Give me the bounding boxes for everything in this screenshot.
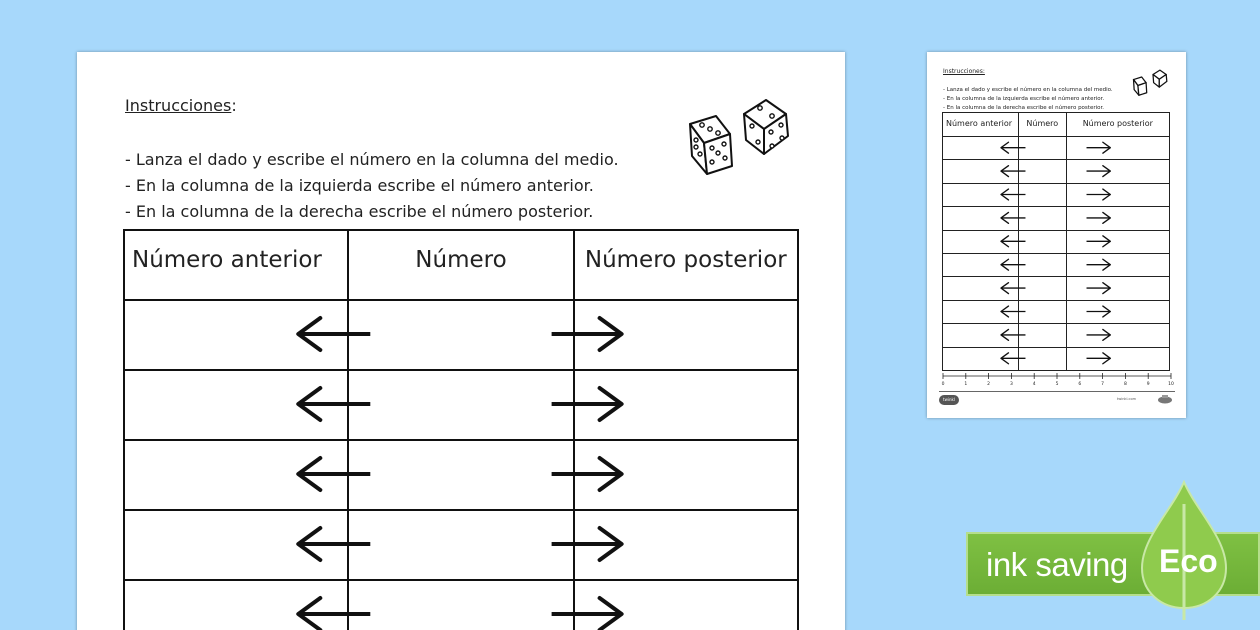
left-arrow-icon [1001,329,1025,340]
thumb-dice-icon [1131,68,1175,98]
right-arrow-icon [1087,306,1111,317]
main-number-cell[interactable] [348,440,573,510]
header-next-number: Número posterior [574,230,798,300]
main-table-row [124,580,798,630]
worksheet-thumbnail[interactable] [927,52,1186,418]
main-table-row [124,370,798,440]
number-line-label: 10 [1168,382,1174,387]
eco-ink-saving-badge [966,480,1260,630]
main-previous-cell[interactable] [124,440,348,510]
instruction-item: - En la columna de la derecha escribe el número posterior. [125,202,594,221]
number-table [123,229,799,630]
instructions-title: Instrucciones: [125,96,237,115]
main-previous-cell[interactable] [124,510,348,580]
right-arrow-icon [1087,166,1111,177]
left-arrow-icon [1001,189,1025,200]
main-number-cell[interactable] [348,370,573,440]
main-table-row [124,510,798,580]
main-number-cell[interactable] [348,510,573,580]
right-arrow-icon [1087,259,1111,270]
instruction-item: - En la columna de la izquierda escribe el número anterior. [125,176,594,195]
number-line-label: 6 [1078,382,1082,387]
thumb-arrow-layer [942,136,1170,371]
instruction-item: - Lanza el dado y escribe el número en la columna del medio. [125,150,619,169]
thumb-footer-text: twinkl.com [1117,397,1137,401]
thumb-instruction-item: - En la columna de la derecha escribe el número posterior. [943,105,1104,111]
main-next-cell[interactable] [574,440,798,510]
number-line-label: 3 [1009,382,1013,387]
number-line [939,372,1175,392]
right-arrow-icon [1087,189,1111,200]
left-arrow-icon [1001,283,1025,294]
number-line-label: 9 [1146,382,1150,387]
instructions-list [125,147,619,225]
number-line-label: 5 [1055,382,1059,387]
thumb-instruction-item: - Lanza el dado y escribe el número en la columna del medio. [943,87,1113,93]
right-arrow-icon [1087,283,1111,294]
right-arrow-icon [1087,353,1111,364]
left-arrow-icon [1001,212,1025,223]
thumb-header-previous: Número anterior [943,113,1019,137]
thumb-header-row [943,113,1170,137]
number-line-label: 7 [1101,382,1105,387]
thumb-footer-icon [1157,394,1173,404]
main-next-cell[interactable] [574,300,798,370]
number-line-label: 2 [987,382,991,387]
number-line-label: 4 [1032,382,1036,387]
number-line-label: 0 [941,382,945,387]
worksheet-main [77,52,845,630]
thumb-header-next: Número posterior [1066,113,1169,137]
header-number: Número [348,230,573,300]
main-number-cell[interactable] [348,300,573,370]
left-arrow-icon [1001,166,1025,177]
main-table-row [124,300,798,370]
main-previous-cell[interactable] [124,300,348,370]
main-next-cell[interactable] [574,370,798,440]
main-next-cell[interactable] [574,510,798,580]
right-arrow-icon [1087,236,1111,247]
thumb-instructions-title: Instrucciones: [943,68,985,75]
main-previous-cell[interactable] [124,580,348,630]
right-arrow-icon [1087,212,1111,223]
header-previous-number: Número anterior [124,230,348,300]
number-line-label: 1 [964,382,968,387]
dice-icon [682,96,822,186]
thumb-footer-divider [939,391,1175,392]
thumb-header-number: Número [1019,113,1067,137]
right-arrow-icon [1087,142,1111,153]
main-previous-cell[interactable] [124,370,348,440]
number-line-label: 8 [1123,382,1127,387]
left-arrow-icon [1001,259,1025,270]
thumb-instructions-list [943,86,1113,113]
main-number-cell[interactable] [348,580,573,630]
right-arrow-icon [1087,329,1111,340]
left-arrow-icon [1001,353,1025,364]
main-next-cell[interactable] [574,580,798,630]
main-table-row [124,440,798,510]
left-arrow-icon [1001,236,1025,247]
thumb-instruction-item: - En la columna de la izquierda escribe el número anterior. [943,96,1105,102]
twinkl-logo: twinkl [939,395,959,405]
table-header-row [124,230,798,300]
eco-label: Eco [1159,543,1218,579]
ink-saving-text: ink saving [986,546,1128,583]
left-arrow-icon [1001,306,1025,317]
left-arrow-icon [1001,142,1025,153]
